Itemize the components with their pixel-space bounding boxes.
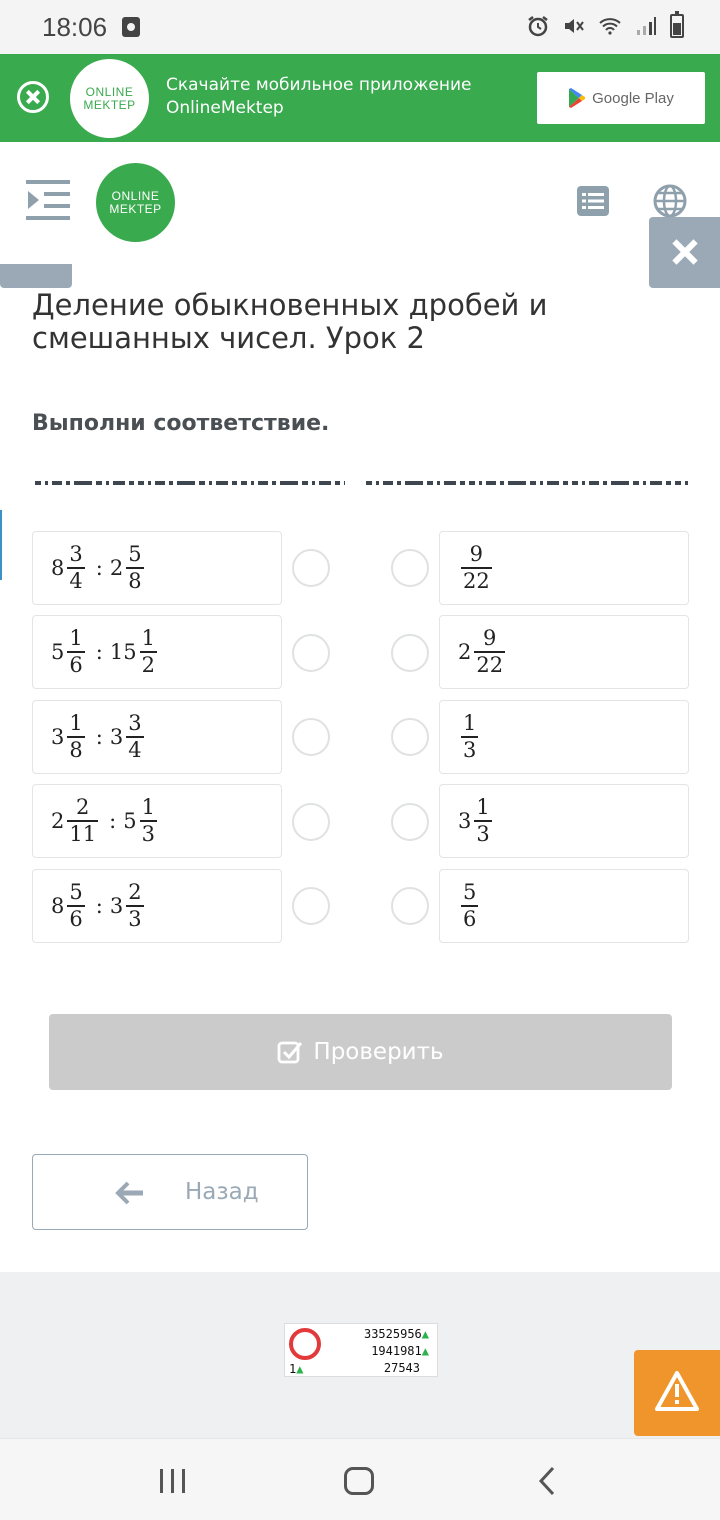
dashed-divider-left <box>35 480 345 486</box>
whole: 3 <box>109 725 124 749</box>
checkbox-icon <box>277 1039 303 1065</box>
numerator: 9 <box>483 626 497 651</box>
denominator: 6 <box>463 906 477 931</box>
answer <box>458 616 507 688</box>
expression <box>51 701 146 773</box>
denominator: 4 <box>128 737 142 762</box>
counter-value-4: 1 <box>289 1362 297 1376</box>
counter-line-2 <box>371 1344 429 1358</box>
google-play-label: Google Play <box>592 89 674 107</box>
counter-value-3: 27543 <box>383 1361 420 1375</box>
numerator: 3 <box>128 711 142 736</box>
counter-line-4 <box>289 1362 303 1376</box>
numerator: 1 <box>141 626 155 651</box>
report-problem-button[interactable] <box>634 1350 720 1436</box>
task-instruction: Выполни соответствие. <box>32 411 330 436</box>
whole: 3 <box>51 725 65 749</box>
status-icons <box>526 14 684 38</box>
whole: 8 <box>51 894 65 918</box>
collapse-tab[interactable] <box>0 264 72 288</box>
left-expression-1[interactable] <box>32 531 282 605</box>
division-sign: : <box>109 809 117 833</box>
google-play-icon <box>568 88 586 108</box>
counter-value-1: 33525956 <box>363 1327 422 1341</box>
left-expression-5[interactable] <box>32 869 282 943</box>
up-triangle-icon: ▲ <box>421 1327 429 1341</box>
nav-back-icon[interactable] <box>537 1466 557 1496</box>
up-triangle-icon: ▲ <box>421 1344 429 1358</box>
answer <box>458 785 494 857</box>
fraction <box>126 711 143 763</box>
left-radio-1[interactable] <box>292 549 330 587</box>
fraction <box>67 711 84 763</box>
numerator: 2 <box>128 880 142 905</box>
denominator: 3 <box>476 821 490 846</box>
banner-text <box>166 74 471 120</box>
back-button[interactable] <box>32 1154 308 1230</box>
division-sign: : <box>95 556 103 580</box>
right-answer-4[interactable] <box>439 784 689 858</box>
division-sign: : <box>95 640 103 664</box>
whole: 2 <box>109 556 124 580</box>
right-answer-3[interactable] <box>439 700 689 774</box>
arrow-left-icon <box>115 1181 145 1205</box>
site-logo[interactable] <box>96 163 175 242</box>
expression <box>51 532 146 604</box>
logo-line-1: ONLINE <box>85 84 134 99</box>
right-radio-3[interactable] <box>391 718 429 756</box>
whole: 2 <box>51 809 65 833</box>
whole: 2 <box>458 640 472 664</box>
warning-icon <box>654 1370 700 1412</box>
status-bar <box>0 0 720 54</box>
denominator: 6 <box>69 652 83 677</box>
back-button-label: Назад <box>185 1179 259 1205</box>
expression <box>51 870 146 942</box>
fraction <box>461 711 478 763</box>
denominator: 3 <box>128 906 142 931</box>
denominator: 8 <box>69 737 83 762</box>
whole: 15 <box>109 640 137 664</box>
logo-line-2: MEKTEP <box>83 97 136 112</box>
numerator: 5 <box>128 542 142 567</box>
up-triangle-icon: ▲ <box>296 1362 304 1376</box>
page-title: Деление обыкновенных дробей и смешанных чисел. Урок 2 <box>32 288 548 355</box>
onlinemektep-logo <box>70 59 149 138</box>
numerator: 1 <box>141 795 155 820</box>
left-radio-3[interactable] <box>292 718 330 756</box>
right-answer-2[interactable] <box>439 615 689 689</box>
visitor-counter[interactable] <box>284 1323 438 1377</box>
division-sign: : <box>95 725 103 749</box>
numerator: 1 <box>463 711 477 736</box>
expression <box>51 616 159 688</box>
left-expression-3[interactable] <box>32 700 282 774</box>
numerator: 5 <box>463 880 477 905</box>
alarm-icon <box>526 14 550 38</box>
answer <box>458 532 494 604</box>
fraction <box>474 795 491 847</box>
denominator: 22 <box>463 568 490 593</box>
whole: 8 <box>51 556 65 580</box>
fraction <box>461 542 492 594</box>
fraction <box>140 795 157 847</box>
denominator: 3 <box>141 821 155 846</box>
fraction <box>67 795 98 847</box>
numerator: 2 <box>76 795 90 820</box>
globe-icon[interactable] <box>653 184 687 218</box>
fraction <box>474 626 505 678</box>
left-radio-2[interactable] <box>292 634 330 672</box>
answer <box>458 870 480 942</box>
dashed-divider-right <box>366 480 688 486</box>
system-navigation-bar <box>0 1438 720 1520</box>
left-expression-4[interactable] <box>32 784 282 858</box>
expression <box>51 785 159 857</box>
nav-home-icon[interactable] <box>344 1467 374 1495</box>
numerator: 5 <box>69 880 83 905</box>
counter-line-1 <box>364 1327 429 1341</box>
google-play-button[interactable] <box>537 72 705 124</box>
division-sign: : <box>95 894 103 918</box>
denominator: 22 <box>476 652 504 677</box>
numerator: 1 <box>69 626 83 651</box>
numerator: 1 <box>69 711 83 736</box>
right-radio-5[interactable] <box>391 887 429 925</box>
numerator: 3 <box>69 542 83 567</box>
fraction <box>126 880 143 932</box>
edge-marker <box>0 510 2 580</box>
banner-text-line-2: OnlineMektep <box>166 98 284 118</box>
counter-value-2: 1941981 <box>371 1344 422 1358</box>
left-expression-2[interactable] <box>32 615 282 689</box>
counter-logo-icon <box>289 1328 321 1360</box>
right-answer-5[interactable] <box>439 869 689 943</box>
left-radio-4[interactable] <box>292 803 330 841</box>
check-button-label: Проверить <box>313 1039 444 1065</box>
status-time: 18:06 <box>42 12 108 42</box>
numerator: 9 <box>469 542 484 567</box>
fraction <box>67 542 84 594</box>
whole: 5 <box>51 640 65 664</box>
numerator: 1 <box>476 795 490 820</box>
signal-icon <box>634 14 658 38</box>
notification-icon <box>122 17 140 37</box>
answer <box>458 701 480 773</box>
close-circle-icon[interactable] <box>17 81 49 113</box>
fraction <box>461 880 478 932</box>
site-logo-line-2: MEKTEP <box>109 201 162 216</box>
denominator: 11 <box>69 821 97 846</box>
right-radio-2[interactable] <box>391 634 429 672</box>
denominator: 6 <box>69 906 83 931</box>
whole: 3 <box>109 894 124 918</box>
whole: 5 <box>123 809 137 833</box>
fraction <box>140 626 157 678</box>
site-logo-line-1: ONLINE <box>111 188 160 203</box>
denominator: 8 <box>128 568 142 593</box>
mute-icon <box>562 14 586 38</box>
banner-text-line-1: Скачайте мобильное приложение <box>166 75 472 95</box>
left-radio-5[interactable] <box>292 887 330 925</box>
right-answer-1[interactable] <box>439 531 689 605</box>
right-radio-4[interactable] <box>391 803 429 841</box>
close-icon[interactable] <box>649 217 720 288</box>
fraction <box>67 626 84 678</box>
check-button[interactable] <box>49 1014 672 1090</box>
denominator: 2 <box>141 652 155 677</box>
battery-icon <box>670 14 684 38</box>
list-icon[interactable] <box>577 186 609 216</box>
whole: 3 <box>458 809 472 833</box>
denominator: 4 <box>69 568 83 593</box>
nav-recents-icon[interactable] <box>159 1469 187 1493</box>
menu-indent-icon[interactable] <box>26 180 72 222</box>
fraction <box>67 880 84 932</box>
app-download-banner <box>0 54 720 142</box>
fraction <box>126 542 143 594</box>
denominator: 3 <box>463 737 477 762</box>
right-radio-1[interactable] <box>391 549 429 587</box>
wifi-icon <box>598 14 622 38</box>
